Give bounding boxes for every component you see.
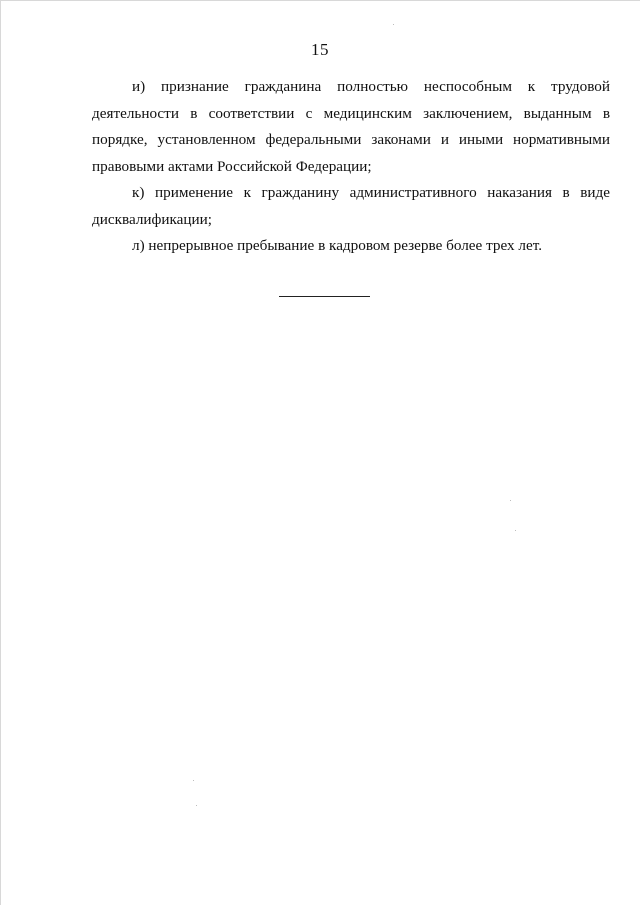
paragraph-l: л) непрерывное пребывание в кадровом резерве более трех лет. bbox=[132, 237, 543, 254]
scan-edge-top bbox=[0, 0, 640, 1]
paragraph-i: и) признание гражданина полностью неспособным к трудовой деятельности в соответствии с медицинским заключением, выданным в порядке, установленном федеральными законами и иными нормативными правовыми актами Российской Федерации; bbox=[92, 78, 610, 175]
scan-speck bbox=[510, 500, 511, 501]
scan-edge-left bbox=[0, 0, 1, 905]
end-separator-line bbox=[279, 296, 370, 297]
scan-speck bbox=[515, 530, 516, 531]
scan-speck bbox=[196, 805, 197, 806]
scan-speck bbox=[393, 24, 394, 25]
scan-speck bbox=[193, 780, 194, 781]
document-body bbox=[92, 74, 610, 260]
page-number: 15 bbox=[311, 40, 329, 59]
paragraph-k: к) применение к гражданину административного наказания в виде дисквалификации; bbox=[92, 184, 610, 228]
